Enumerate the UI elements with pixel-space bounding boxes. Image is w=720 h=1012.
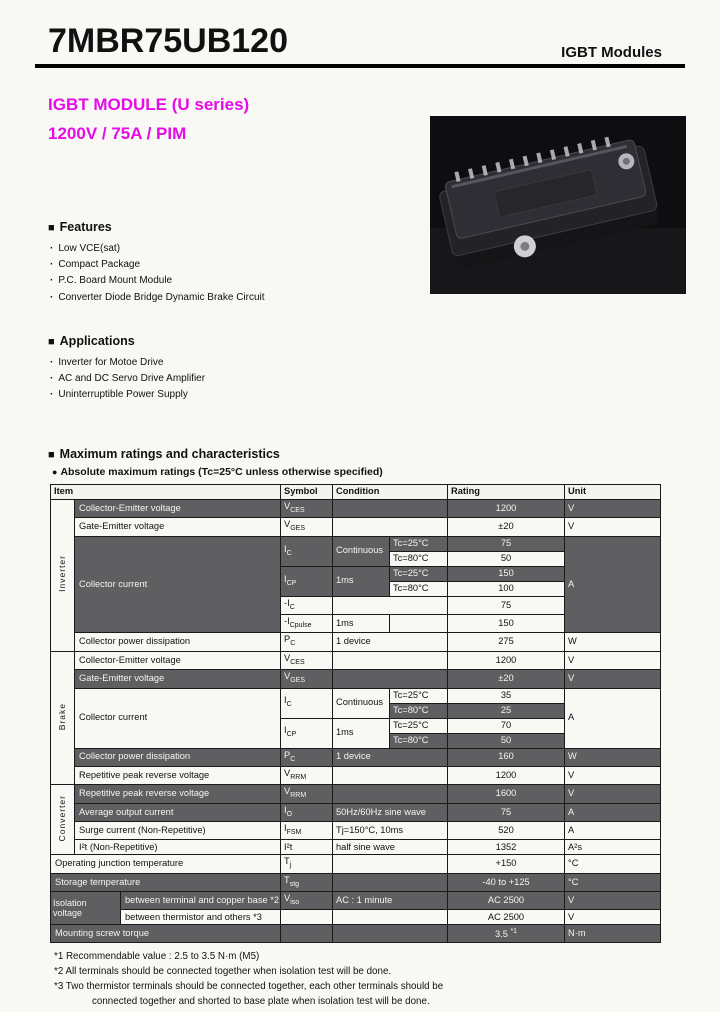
cond-cell: Tc=80°C	[390, 733, 448, 748]
cond-cell	[333, 910, 448, 925]
dot-bullet-icon: ·	[50, 259, 54, 271]
cond-cell	[333, 518, 448, 536]
rating-cell: AC 2500	[448, 892, 565, 910]
subtitle-series: IGBT MODULE (U series)	[48, 95, 250, 114]
rating-cell: 75	[448, 536, 565, 551]
unit-cell: °C	[565, 873, 661, 891]
table-row	[51, 633, 661, 651]
unit-cell: V	[565, 500, 661, 518]
table-row	[51, 651, 661, 669]
rating-cell: 275	[448, 633, 565, 651]
column-header: Unit	[565, 485, 661, 500]
table-row	[51, 670, 661, 688]
sym-cell: $V_{CES}$	[281, 500, 333, 518]
features-section	[48, 220, 265, 306]
list-item	[50, 273, 265, 289]
list-item	[50, 290, 265, 306]
cond-cell: 1 device	[333, 748, 448, 766]
footnote: *1 Recommendable value : 2.5 to 3.5 N·m (M5)	[54, 950, 260, 962]
group-label-brake: Brake	[51, 651, 75, 784]
product-category: IGBT Modules	[561, 44, 662, 61]
item-cell: Storage temperature	[51, 873, 281, 891]
application-text: AC and DC Servo Drive Amplifier	[58, 373, 206, 385]
feature-text: Low VCE(sat)	[58, 243, 121, 254]
item-cell: Average output current	[75, 803, 281, 821]
rating-cell: 520	[448, 821, 565, 839]
rating-cell: 50	[448, 733, 565, 748]
cond-cell: AC : 1 minute	[333, 892, 448, 910]
dot-bullet-icon: ·	[50, 243, 54, 254]
unit-cell: V	[565, 910, 661, 925]
cond-cell	[333, 873, 448, 891]
table-row	[51, 688, 661, 703]
cond-cell: half sine wave	[333, 840, 448, 855]
applications-heading: ■ Applications	[48, 334, 135, 348]
table-row	[51, 910, 661, 925]
column-header: Item	[51, 485, 281, 500]
rating-cell: 50	[448, 551, 565, 566]
rating-cell: 160	[448, 748, 565, 766]
application-text: Uninterruptible Power Supply	[58, 389, 188, 401]
cond-cell	[333, 596, 448, 614]
column-header: Symbol	[281, 485, 333, 500]
cond-cell: Tc=25°C	[390, 566, 448, 581]
header-rule	[35, 64, 685, 68]
group-label-inverter: Inverter	[51, 500, 75, 652]
cond-cell: Continuous	[333, 688, 390, 718]
rating-cell: 35	[448, 688, 565, 703]
unit-cell: V	[565, 785, 661, 803]
footnotes	[48, 949, 672, 1009]
item-cell: I²t (Non-Repetitive)	[75, 840, 281, 855]
square-bullet-icon: ■	[48, 336, 55, 348]
absolute-max-subheading: ● Absolute maximum ratings (Tc=25°C unless otherwise specified)	[52, 466, 383, 478]
sym-cell	[281, 925, 333, 943]
sym-cell: $T_j$	[281, 855, 333, 873]
isolation-voltage-label: Isolation voltage	[51, 892, 121, 925]
table-row	[51, 821, 661, 839]
footnote: *2 All terminals should be connected together when isolation test will be done.	[54, 965, 392, 977]
cond-cell	[333, 670, 448, 688]
rating-cell: +150	[448, 855, 565, 873]
item-cell: Operating junction temperature	[51, 855, 281, 873]
sym-cell: $V_{GES}$	[281, 670, 333, 688]
item-cell: Repetitive peak reverse voltage	[75, 766, 281, 784]
product-photo	[430, 116, 686, 294]
column-header: Rating	[448, 485, 565, 500]
ratings-section	[48, 447, 672, 1009]
circle-bullet-icon: ●	[52, 467, 58, 477]
cond-cell: 50Hz/60Hz sine wave	[333, 803, 448, 821]
unit-cell: A²s	[565, 840, 661, 855]
footnote: *3 Two thermistor terminals should be connected together, each other terminals should be	[54, 980, 444, 992]
cond-cell: 1ms	[333, 718, 390, 748]
table-row	[51, 766, 661, 784]
unit-cell: W	[565, 633, 661, 651]
sym-cell: $I_C$	[281, 536, 333, 566]
sym-cell: $I_{CP}$	[281, 566, 333, 596]
table-row	[51, 892, 661, 910]
rating-cell: -40 to +125	[448, 873, 565, 891]
page-title: 7MBR75UB120	[48, 22, 288, 60]
features-list	[50, 241, 265, 306]
cond-cell: Tc=25°C	[390, 536, 448, 551]
rating-cell: 3.5 $^{*1}$	[448, 925, 565, 943]
ratings-heading: ■ Maximum ratings and characteristics	[48, 447, 280, 461]
list-item	[50, 387, 205, 403]
rating-cell: 70	[448, 718, 565, 733]
cond-cell: Tc=80°C	[390, 551, 448, 566]
unit-cell: A	[565, 688, 661, 748]
cond-cell	[333, 855, 448, 873]
feature-text: Converter Diode Bridge Dynamic Brake Circuit	[58, 291, 265, 303]
rating-cell: 1600	[448, 785, 565, 803]
unit-cell: V	[565, 518, 661, 536]
item-cell: Gate-Emitter voltage	[75, 670, 281, 688]
group-label-converter: Converter	[51, 785, 75, 855]
sym-cell: $I_{CP}$	[281, 718, 333, 748]
table-row	[51, 840, 661, 855]
item-cell: Repetitive peak reverse voltage	[75, 785, 281, 803]
cond-cell	[333, 651, 448, 669]
cond-cell: Tc=25°C	[390, 718, 448, 733]
table-row	[51, 873, 661, 891]
dot-bullet-icon: ·	[50, 275, 54, 287]
unit-cell: A	[565, 536, 661, 633]
application-text: Inverter for Motoe Drive	[58, 357, 164, 368]
unit-cell: A	[565, 803, 661, 821]
cond-cell: 1ms	[333, 566, 390, 596]
list-item	[50, 371, 205, 387]
dot-bullet-icon: ·	[50, 291, 54, 303]
footnote: connected together and shorted to base plate when isolation test will be done.	[92, 995, 430, 1007]
sym-cell: $V_{CES}$	[281, 651, 333, 669]
subtitle-specs: 1200V / 75A / PIM	[48, 124, 187, 143]
dot-bullet-icon: ·	[50, 373, 54, 385]
applications-list	[50, 355, 205, 404]
item-cell: Mounting screw torque	[51, 925, 281, 943]
item-cell: Collector power dissipation	[75, 633, 281, 651]
sym-cell: $P_C$	[281, 748, 333, 766]
unit-cell: A	[565, 821, 661, 839]
cond-cell: Continuous	[333, 536, 390, 566]
rating-cell: 1352	[448, 840, 565, 855]
rating-cell: 100	[448, 581, 565, 596]
rating-cell: 150	[448, 615, 565, 633]
dot-bullet-icon: ·	[50, 357, 54, 368]
module-subtitle	[48, 90, 249, 148]
item-cell: Collector current	[75, 536, 281, 633]
feature-text: P.C. Board Mount Module	[58, 275, 173, 287]
rating-cell: 1200	[448, 766, 565, 784]
sym-cell: $V_{iso}$	[281, 892, 333, 910]
unit-cell: V	[565, 670, 661, 688]
list-item	[50, 241, 265, 257]
item-cell: Gate-Emitter voltage	[75, 518, 281, 536]
sym-cell: I²t	[281, 840, 333, 855]
column-header: Condition	[333, 485, 448, 500]
table-row	[51, 500, 661, 518]
feature-text: Compact Package	[58, 259, 141, 271]
sym-cell: $I_{FSM}$	[281, 821, 333, 839]
square-bullet-icon: ■	[48, 449, 55, 461]
cond-cell: 1ms	[333, 615, 390, 633]
cond-cell	[333, 766, 448, 784]
rating-cell: 75	[448, 596, 565, 614]
sym-cell	[281, 910, 333, 925]
ratings-table	[50, 484, 661, 943]
cond-cell	[333, 785, 448, 803]
square-bullet-icon: ■	[48, 222, 55, 234]
table-row	[51, 803, 661, 821]
rating-cell: ±20	[448, 670, 565, 688]
rating-cell: 75	[448, 803, 565, 821]
rating-cell: 1200	[448, 500, 565, 518]
sym-cell: $I_C$	[281, 688, 333, 718]
table-row	[51, 536, 661, 551]
cond-cell	[333, 925, 448, 943]
table-row	[51, 855, 661, 873]
item-cell: Collector current	[75, 688, 281, 748]
cond-cell: Tc=80°C	[390, 703, 448, 718]
sym-cell: $-I_C$	[281, 596, 333, 614]
cond-cell: Tc=25°C	[390, 688, 448, 703]
sym-cell: $V_{RRM}$	[281, 766, 333, 784]
unit-cell: °C	[565, 855, 661, 873]
unit-cell: N·m	[565, 925, 661, 943]
rating-cell: 150	[448, 566, 565, 581]
list-item	[50, 355, 205, 371]
sym-cell: $I_O$	[281, 803, 333, 821]
cond-cell: Tj=150°C, 10ms	[333, 821, 448, 839]
unit-cell: W	[565, 748, 661, 766]
cond-cell	[390, 615, 448, 633]
item-cell: Collector-Emitter voltage	[75, 500, 281, 518]
unit-cell: V	[565, 651, 661, 669]
sym-cell: $T_{stg}$	[281, 873, 333, 891]
applications-section	[48, 334, 205, 404]
item-cell: Surge current (Non-Repetitive)	[75, 821, 281, 839]
sym-cell: $V_{GES}$	[281, 518, 333, 536]
igbt-module-image	[430, 116, 686, 294]
sym-cell: $-I_{Cpulse}$	[281, 615, 333, 633]
table-row	[51, 785, 661, 803]
rating-cell: ±20	[448, 518, 565, 536]
item-cell: Collector-Emitter voltage	[75, 651, 281, 669]
item-cell: between terminal and copper base *2	[121, 892, 281, 910]
rating-cell: 25	[448, 703, 565, 718]
dot-bullet-icon: ·	[50, 389, 54, 401]
item-cell: between thermistor and others *3	[121, 910, 281, 925]
cond-cell: Tc=80°C	[390, 581, 448, 596]
rating-cell: AC 2500	[448, 910, 565, 925]
sym-cell: $V_{RRM}$	[281, 785, 333, 803]
cond-cell: 1 device	[333, 633, 448, 651]
item-cell: Collector power dissipation	[75, 748, 281, 766]
rating-cell: 1200	[448, 651, 565, 669]
sym-cell: $P_C$	[281, 633, 333, 651]
unit-cell: V	[565, 892, 661, 910]
unit-cell: V	[565, 766, 661, 784]
table-row	[51, 925, 661, 943]
table-row	[51, 748, 661, 766]
table-row	[51, 518, 661, 536]
list-item	[50, 257, 265, 273]
features-heading: ■ Features	[48, 220, 112, 234]
cond-cell	[333, 500, 448, 518]
